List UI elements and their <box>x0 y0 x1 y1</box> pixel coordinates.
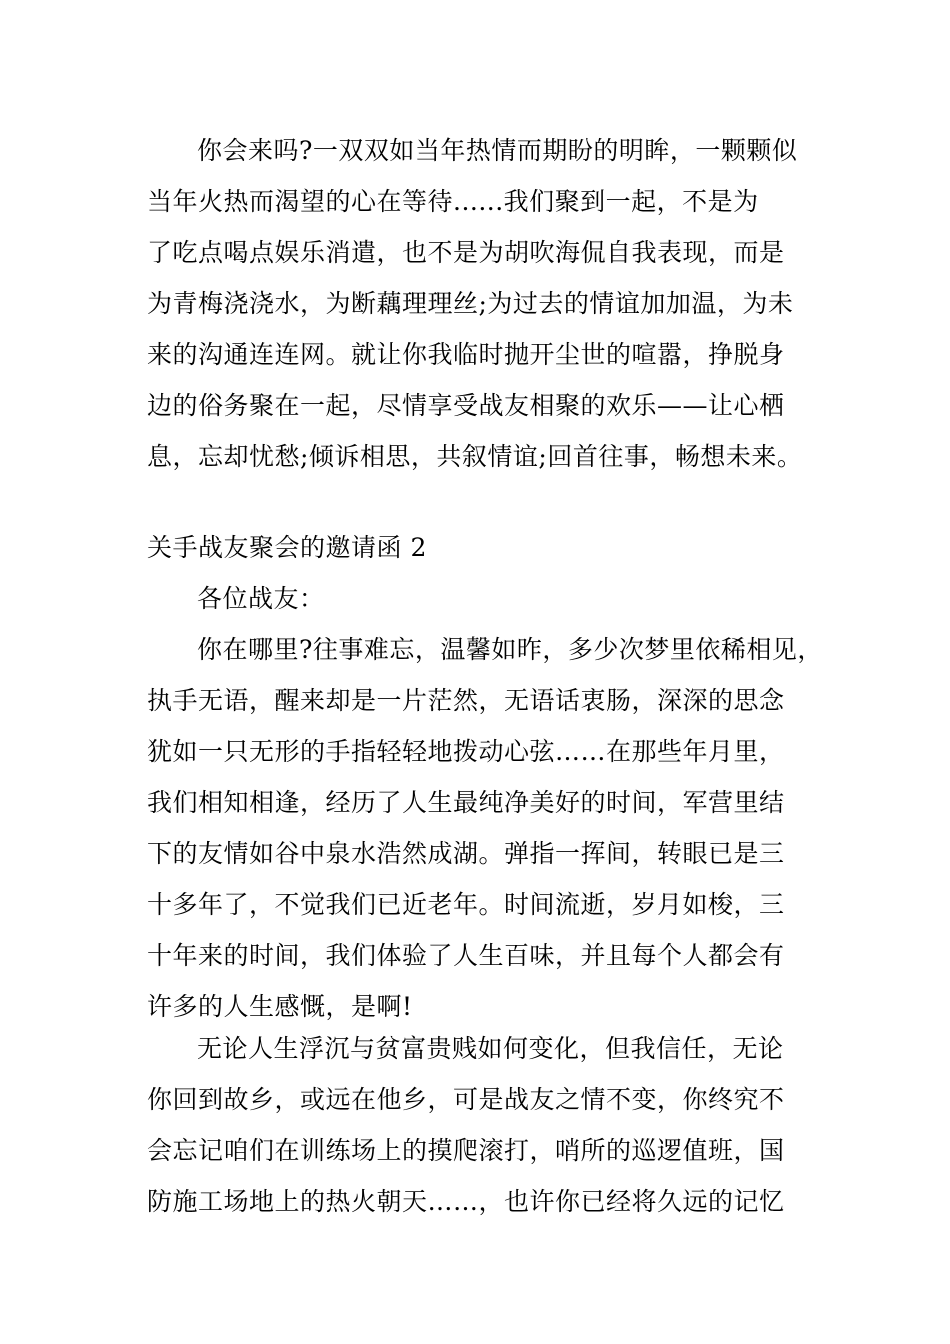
paragraph-line: 执手无语，醒来却是一片茫然，无语话衷肠，深深的思念 <box>147 686 785 715</box>
paragraph-line: 你在哪里?往事难忘，温馨如昨，多少次梦里依稀相见， <box>197 635 823 664</box>
paragraph-line: 防施工场地上的热火朝天……，也许你已经将久远的记忆 <box>147 1187 785 1216</box>
paragraph-line: 当年火热而渴望的心在等待......我们聚到一起，不是为 <box>147 187 759 216</box>
paragraph-line: 十年来的时间，我们体验了人生百味，并且每个人都会有 <box>147 941 785 970</box>
salutation: 各位战友： <box>197 584 325 613</box>
paragraph-line: 十多年了，不觉我们已近老年。时间流逝，岁月如梭，三 <box>147 890 785 919</box>
paragraph-line: 边的俗务聚在一起，尽情享受战友相聚的欢乐——让心栖 <box>147 391 785 420</box>
paragraph-line: 息，忘却忧愁;倾诉相思，共叙情谊;回首往事，畅想未来。 <box>147 442 803 471</box>
paragraph-line: 下的友情如谷中泉水浩然成湖。弹指一挥间，转眼已是三 <box>147 839 785 868</box>
paragraph-line: 无论人生浮沉与贫富贵贱如何变化，但我信任，无论 <box>197 1034 784 1063</box>
paragraph-line: 犹如一只无形的手指轻轻地拨动心弦……在那些年月里， <box>147 737 785 766</box>
paragraph-line: 你回到故乡，或远在他乡，可是战友之情不变，你终究不 <box>147 1085 785 1114</box>
paragraph-line: 你会来吗?一双双如当年热情而期盼的明眸，一颗颗似 <box>197 136 798 165</box>
paragraph-2 <box>147 624 823 1032</box>
paragraph-line: 为青梅浇浇水，为断藕理理丝;为过去的情谊加加温，为未 <box>147 289 794 318</box>
paragraph-3 <box>147 1023 817 1227</box>
paragraph-line: 了吃点喝点娱乐消遣，也不是为胡吹海侃自我表现，而是 <box>147 238 785 267</box>
section-heading: 关手战友聚会的邀请函 2 <box>147 533 427 562</box>
section-heading-block <box>147 522 817 624</box>
paragraph-line: 我们相知相逢，经历了人生最纯净美好的时间，军营里结 <box>147 788 785 817</box>
paragraph-1 <box>147 125 817 482</box>
paragraph-line: 许多的人生感慨，是啊! <box>147 992 413 1021</box>
paragraph-line: 来的沟通连连网。就让你我临时抛开尘世的喧嚣，挣脱身 <box>147 340 785 369</box>
paragraph-line: 会忘记咱们在训练场上的摸爬滚打，哨所的巡逻值班，国 <box>147 1136 785 1165</box>
